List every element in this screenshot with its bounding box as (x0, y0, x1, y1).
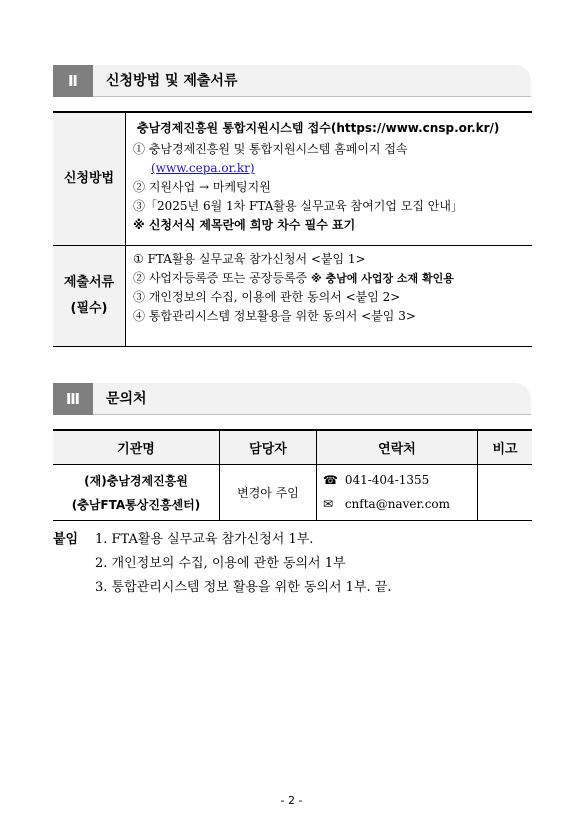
column-divider (219, 431, 220, 520)
submit-docs-label (53, 246, 126, 346)
section-underline (93, 414, 531, 415)
attachment-item-2: 2. 개인정보의 수집, 이용에 관한 동의서 1부 (95, 556, 346, 571)
section-header-contact (53, 383, 531, 415)
email-address: cnfta@naver.com (344, 497, 451, 511)
contact-table-row (53, 465, 532, 520)
section-title: 신청방법 및 제출서류 (106, 73, 238, 89)
cepa-link[interactable]: (www.cepa.or.kr) (151, 161, 255, 175)
attachments-label: 붙임 (53, 532, 79, 547)
contact-table-header (53, 431, 532, 465)
contact-cell (323, 468, 478, 516)
submit-docs-content (133, 250, 532, 326)
apply-step-2: ② 지원사업 → 마케팅지원 (133, 180, 271, 194)
apply-method-content (133, 119, 532, 235)
org-name: (재)충남경제진흥원 (84, 473, 188, 488)
submit-docs-label-line1: 제출서류 (63, 275, 115, 290)
section-number: Ⅲ (53, 383, 93, 415)
submit-docs-label-line2: (필수) (70, 301, 108, 316)
mail-icon: ✉ (323, 497, 334, 511)
phone-number: 041-404-1355 (344, 473, 430, 487)
column-divider (477, 431, 478, 520)
page-number: - 2 - (280, 794, 303, 807)
section-header-apply (53, 65, 531, 97)
doc-item-1: ① FTA활용 실무교육 참가신청서 <붙임 1> (133, 252, 366, 266)
person-cell: 변경아 주임 (237, 486, 299, 500)
phone-icon: ☎ (323, 473, 338, 487)
doc-item-2-text: ② 사업자등록증 또는 공장등록증 (133, 271, 308, 285)
apply-table (53, 111, 532, 347)
apply-method-label (53, 113, 126, 245)
org-center: (충남FTA통상진흥센터) (71, 497, 201, 512)
attachment-item-3: 3. 통합관리시스템 정보 활용을 위한 동의서 1부. 끝. (95, 580, 392, 595)
email-line (323, 492, 478, 516)
note-cell (478, 465, 532, 520)
phone-line (323, 468, 478, 492)
attachments-list (95, 528, 391, 600)
apply-note: ※ 신청서식 제목란에 희망 차수 필수 표기 (133, 218, 356, 232)
doc-item-4: ④ 통합관리시스템 정보활용을 위한 동의서 <붙임 3> (133, 309, 416, 323)
apply-step-3: ③「2025년 6월 1차 FTA활용 실무교육 참여기업 모집 안내」 (133, 199, 463, 213)
section-number: Ⅱ (53, 65, 93, 97)
header-person: 담당자 (249, 442, 287, 457)
header-contact: 연락처 (378, 442, 416, 457)
apply-method-row (53, 113, 532, 246)
apply-method-label-text: 신청방법 (63, 171, 115, 186)
apply-site-link[interactable] (133, 159, 532, 178)
apply-heading: 충남경제진흥원 통합지원시스템 접수(https://www.cnsp.or.kr/) (137, 121, 500, 135)
section-title: 문의처 (106, 391, 147, 407)
column-divider (316, 431, 317, 520)
submit-docs-row (53, 246, 532, 346)
org-cell (53, 465, 219, 520)
apply-step-1: ① 충남경제진흥원 및 통합지원시스템 홈페이지 접속 (133, 142, 408, 156)
header-note: 비고 (492, 442, 518, 457)
attachment-item-1: 1. FTA활용 실무교육 참가신청서 1부. (95, 532, 314, 547)
doc-item-2 (133, 269, 532, 288)
section-underline (93, 96, 531, 97)
doc-item-2-note: ※ 충남에 사업장 소재 확인용 (310, 272, 454, 285)
contact-table (53, 429, 532, 521)
doc-item-3: ③ 개인정보의 수집, 이용에 관한 동의서 <붙임 2> (133, 290, 401, 304)
header-org: 기관명 (117, 442, 155, 457)
